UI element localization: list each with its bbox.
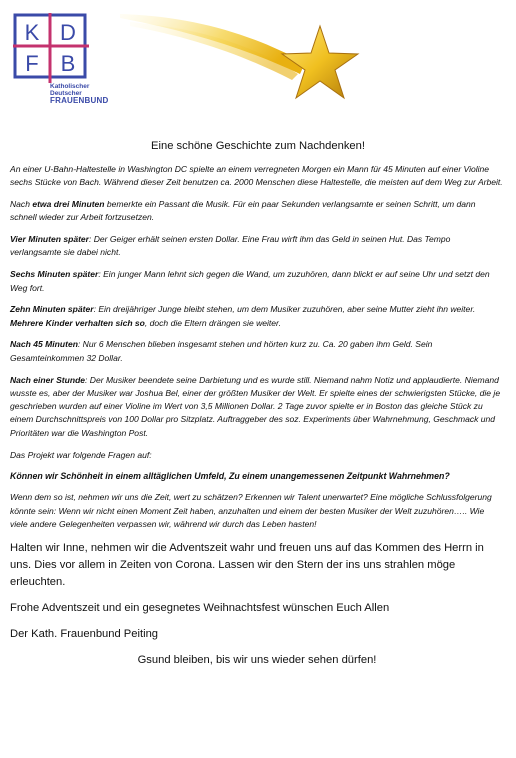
logo-letter-k: K: [24, 20, 40, 45]
text: : Der Musiker beendete seine Darbietung und es wurde still. Niemand nahm Notiz und applaudierte. Niemand wusste es, aber der Musiker war Joshua Bel, einer der größten Musiker der Welt. Er spielte eines der schwierigsten Stücke, die je geschrieben wurden auf einer Violine im Wert von 3,5 Millionen Dollar. 2 Tage zuvor spielte er in Boston das gleiche Stück zu einem Durchschnittspreis von 100 Dollar pro Sitzplatz. Auftraggeber des soz. Experiments über Wahrnehmung, Geschmack und Prioritäten war die Washington Post.: [10, 374, 501, 438]
text: : Nur 6 Menschen blieben insgesamt stehen und hörten kurz zu. Ca. 20 gaben ihm Geld. Sein Gesamteinkommen 32 Dollar.: [10, 339, 433, 363]
shooting-star-icon: [120, 8, 365, 108]
emphasis: Mehrere Kinder verhalten sich so: [10, 317, 145, 328]
intro-paragraph: An einer U-Bahn-Haltestelle in Washington DC spielte an einem verregneten Morgen ein Mann für 45 Minuten auf einer Violine sechs Stücke von Bach. Während dieser Zeit benutzen ca. 2000 Menschen diese Haltestelle, die meisten auf dem Weg zur Arbeit.: [10, 164, 503, 188]
paragraph-project: Das Projekt war folgende Fragen auf:: [10, 449, 152, 460]
paragraph-six-minutes: [10, 268, 504, 295]
text: : Der Geiger erhält seinen ersten Dollar. Eine Frau wirft ihm das Geld in seinen Hut. Das Tempo verlangsamte sie dabei nicht.: [10, 234, 451, 258]
logo-letter-f: F: [25, 51, 39, 76]
closing-farewell: Gsund bleiben, bis wir uns wieder sehen dürfen!: [137, 653, 377, 666]
text: : Ein dreijähriger Junge bleibt stehen, um dem Musiker zuzuhören, aber seine Mutter zieht ihn weiter.: [93, 304, 476, 315]
logo-letter-b: B: [60, 51, 76, 76]
paragraph-one-hour: [10, 374, 504, 440]
text: : Ein junger Mann lehnt sich gegen die Wand, um zuzuhören, dann blickt er auf seine Uhr und setzt den Weg fort.: [10, 269, 490, 293]
text: bemerkte ein Passant die Musik. Für ein paar Sekunden verlangsamte er seinen Schritt, um dann schnell wieder zur Arbeit fortzusetzen.: [10, 199, 476, 223]
page-title: Eine schöne Geschichte zum Nachdenken!: [151, 140, 365, 152]
logo-letter-d: D: [60, 20, 76, 45]
emphasis: Nach 45 Minuten: [10, 339, 78, 350]
closing-advent: Halten wir Inne, nehmen wir die Adventszeit wahr und freuen uns auf das Kommen des Herrn in uns. Dies vor allem in Zeiten von Corona. Lassen wir den Stern der ins uns strahlen möge erleuchten.: [10, 541, 484, 588]
logo-caption-line1: Katholischer Deutscher: [50, 83, 90, 97]
paragraph-three-minutes: [10, 198, 504, 225]
emphasis: Nach einer Stunde: [10, 374, 86, 385]
emphasis: etwa drei Minuten: [32, 199, 105, 210]
logo-caption: [50, 83, 120, 104]
story-body: [10, 163, 504, 678]
closing-wishes: Frohe Adventszeit und ein gesegnetes Weihnachtsfest wünschen Euch Allen: [10, 601, 390, 614]
emphasis: Vier Minuten später: [10, 234, 89, 245]
logo-caption-line2: FRAUENBUND: [50, 96, 109, 105]
header: [0, 0, 516, 108]
paragraph-ten-minutes: [10, 303, 504, 330]
text: , doch die Eltern drängen sie weiter.: [144, 317, 281, 328]
paragraph-four-minutes: [10, 233, 504, 260]
emphasis: Sechs Minuten später: [10, 269, 99, 280]
text: Nach: [10, 199, 33, 210]
paragraph-45-minutes: [10, 338, 504, 365]
closing-signature: Der Kath. Frauenbund Peiting: [10, 627, 159, 640]
question-paragraph: Können wir Schönheit in einem alltäglichen Umfeld, Zu einem unangemessenen Zeitpunkt Wahrnehmen?: [10, 471, 450, 482]
emphasis: Zehn Minuten später: [10, 304, 94, 315]
paragraph-conclusion: Wenn dem so ist, nehmen wir uns die Zeit, wert zu schätzen? Erkennen wir Talent unerwartet? Eine mögliche Schlussfolgerung könnte sein: Wenn wir nicht einen Moment Zeit haben, anzuhalten und einem der besten Musiker der Welt zuzuhören….. Wie viele andere Gelegenheiten verpassen wir, während wir durch das Leben hasten!: [10, 492, 492, 529]
